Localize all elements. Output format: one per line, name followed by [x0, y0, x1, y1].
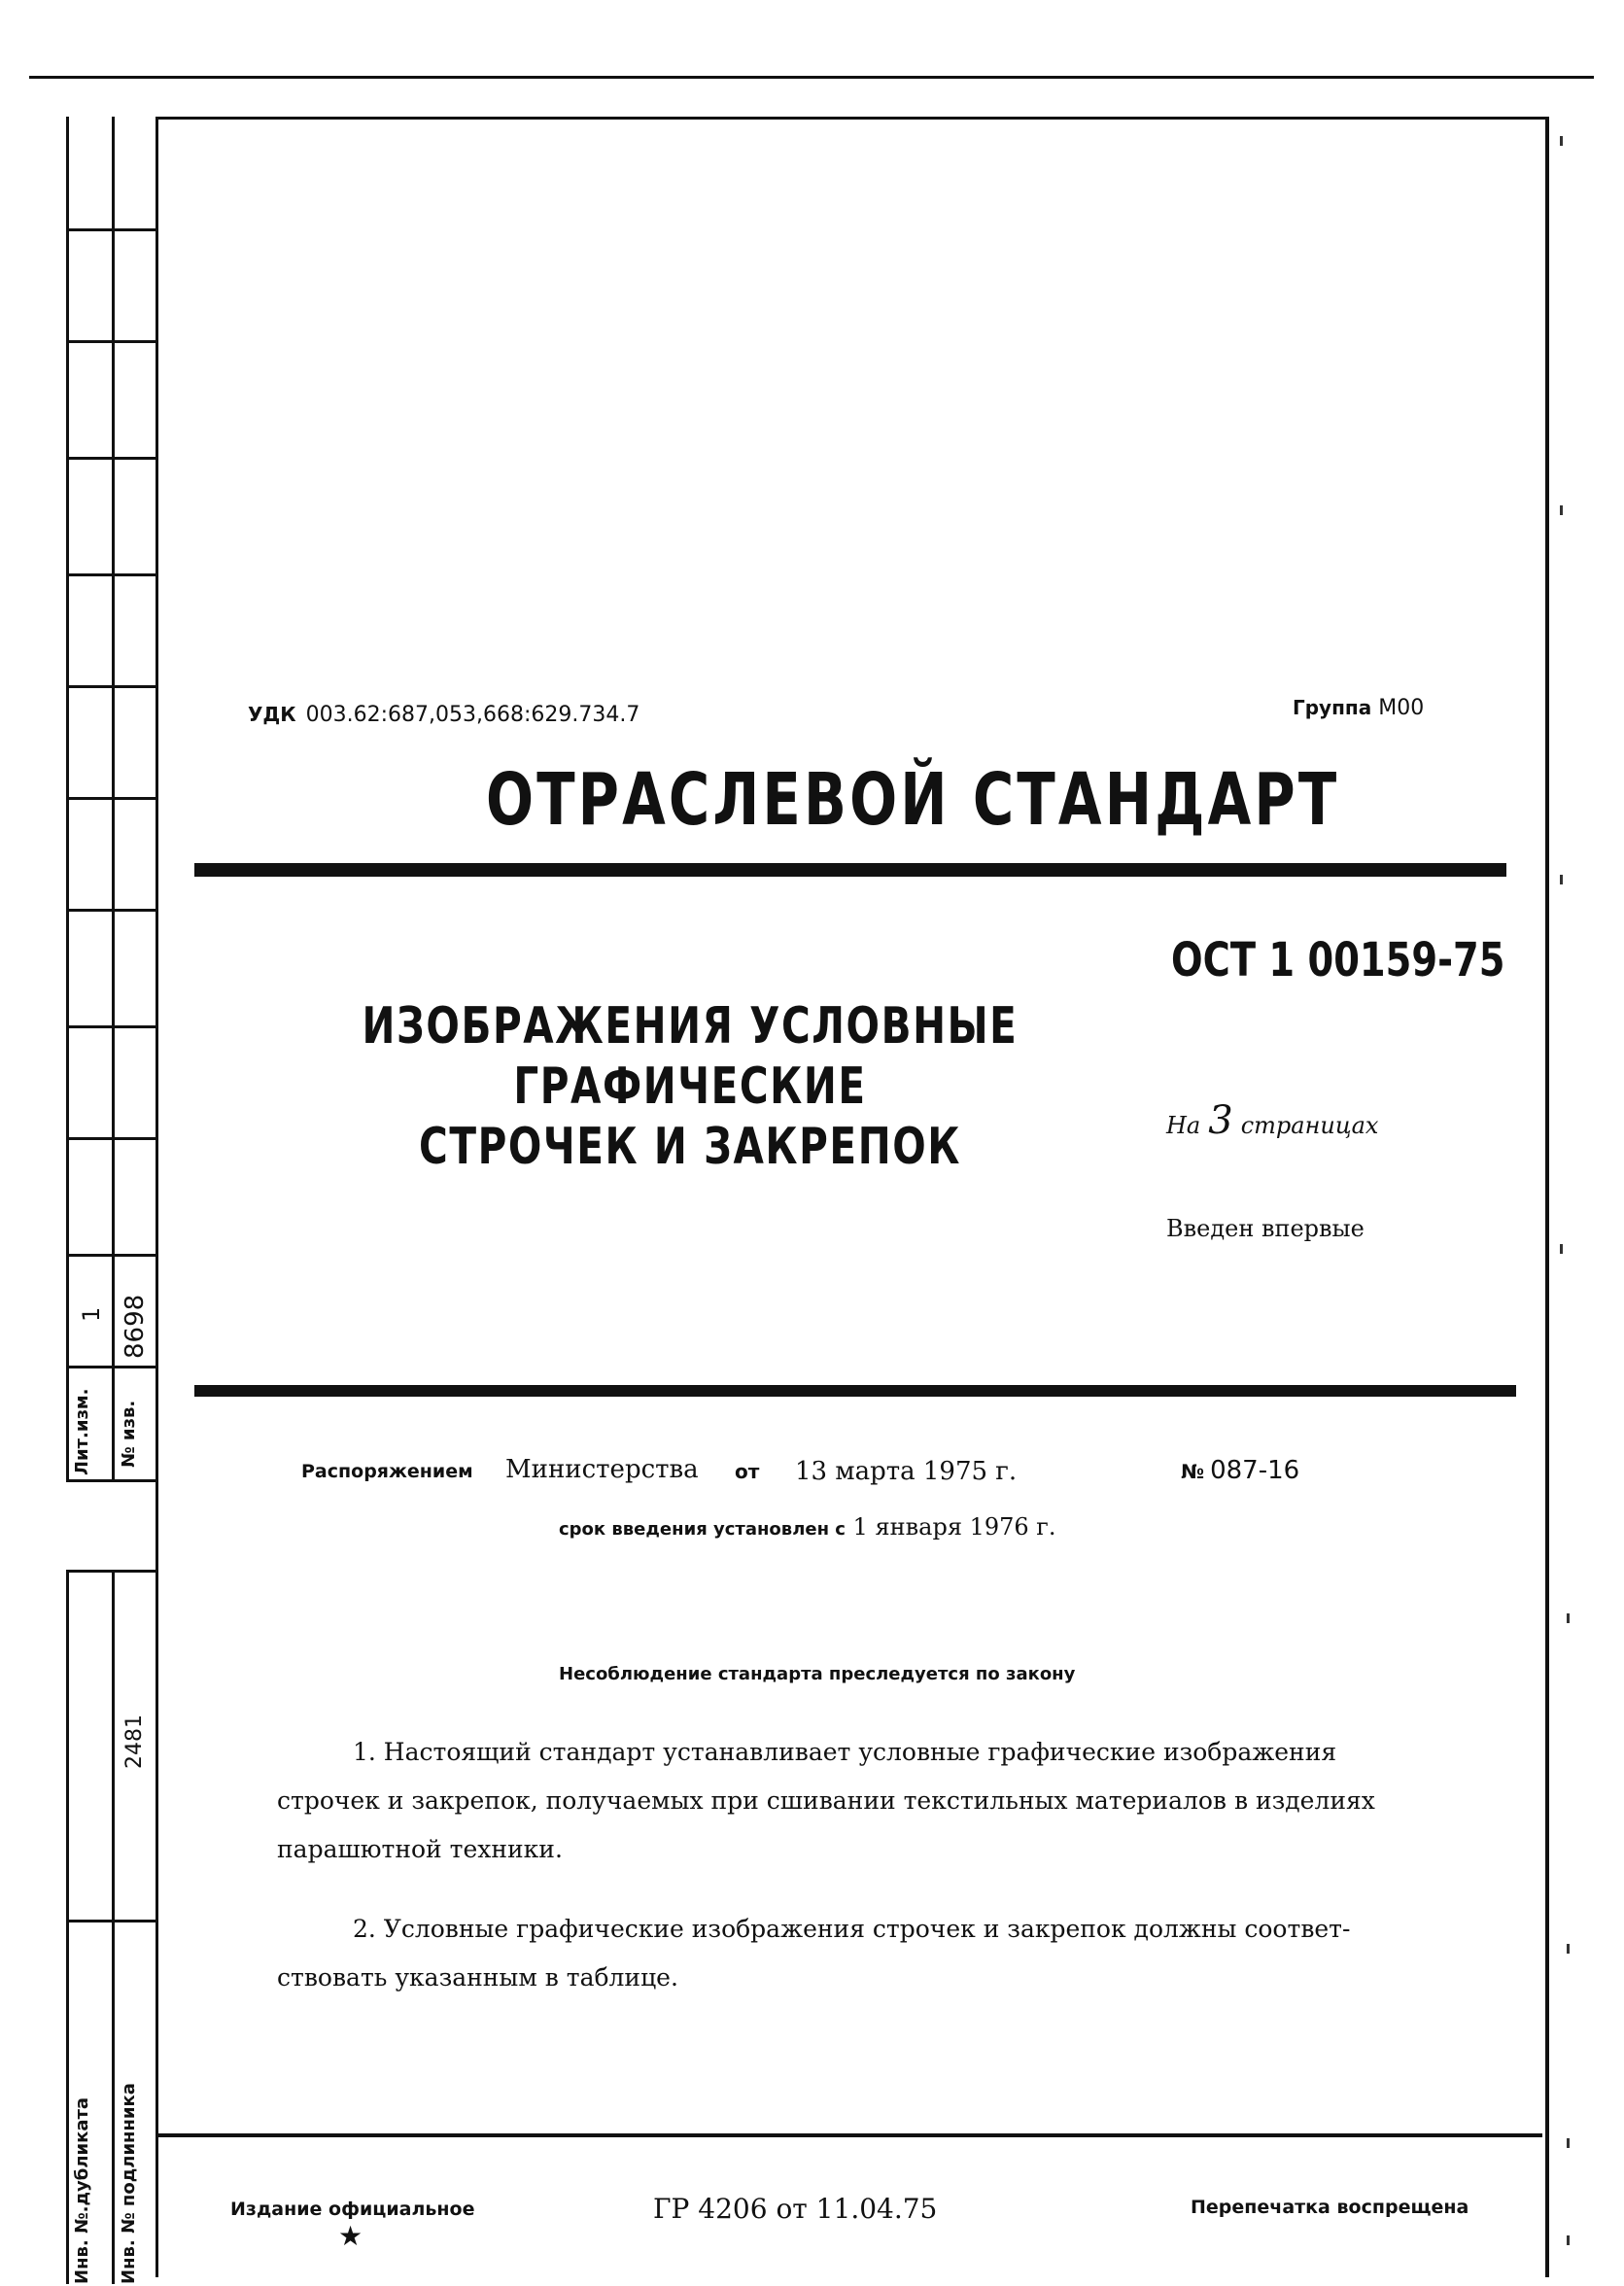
udk-label: УДК	[248, 703, 296, 726]
stamp-row-line	[66, 340, 158, 343]
stamp-row-line	[66, 1920, 158, 1922]
stamp-line	[112, 1570, 115, 2284]
introduced-note: Введен впервые	[1166, 1215, 1365, 1242]
udk-value: 003.62:687,053,668:629.734.7	[305, 703, 640, 727]
udk	[248, 700, 639, 727]
paragraph-1-line2: строчек и закрепок, получаемых при сшивании текстильных материалов в изделиях	[277, 1786, 1375, 1815]
group-value: М00	[1378, 696, 1425, 720]
stamp-orig-label: Инв. № подлинника	[119, 2083, 139, 2284]
legal-warning: Несоблюдение стандарта преследуется по закону	[559, 1664, 1076, 1684]
stamp-lit-label: Лит.изм.	[72, 1388, 92, 1475]
order-label: Распоряжением	[301, 1461, 473, 1482]
main-title: ОТРАСЛЕВОЙ СТАНДАРТ	[486, 758, 1340, 842]
document-title	[262, 996, 1118, 1177]
stamp-row-line	[66, 685, 158, 688]
pages-count	[1166, 1098, 1378, 1143]
footer-reprint-note: Перепечатка воспрещена	[1191, 2197, 1469, 2218]
group	[1293, 696, 1424, 720]
standard-code: ОСТ 1 00159-75	[1171, 933, 1505, 987]
section-separator	[194, 1385, 1516, 1397]
stamp-num-label: № изв.	[119, 1400, 139, 1468]
stamp-row-line	[66, 797, 158, 800]
paragraph-1	[277, 1728, 1487, 1874]
stamp-row-line	[66, 1366, 158, 1368]
paragraph-1-line3: парашютной техники.	[277, 1835, 563, 1863]
footer-edition: Издание официальное	[230, 2199, 475, 2220]
stamp-dup-label: Инв. №.дубликата	[72, 2096, 92, 2284]
stamp-lit-value: 1	[78, 1306, 105, 1322]
intro-date-label: срок введения установлен с	[559, 1519, 846, 1540]
order-ministry: Министерства	[505, 1455, 699, 1484]
order-from: от	[735, 1460, 760, 1483]
order-date: 13 марта 1975 г.	[795, 1457, 1018, 1486]
stamp-row-line	[66, 1025, 158, 1028]
stamp-row-line	[66, 573, 158, 576]
stamp-row-line	[66, 909, 158, 912]
stamp-row-line	[66, 1570, 158, 1573]
stamp-num-value: 8698	[121, 1294, 150, 1359]
pages-prefix: На	[1166, 1112, 1201, 1139]
footer-registration: ГР 4206 от 11.04.75	[653, 2193, 938, 2225]
order-number-label: №	[1181, 1460, 1205, 1483]
stamp-row-line	[66, 1137, 158, 1140]
stamp-row-line	[66, 228, 158, 231]
stamp-row-line	[66, 1479, 158, 1482]
paragraph-2-line1: 2. Условные графические изображения строчек и закрепок должны соответ-	[353, 1915, 1351, 1943]
pages-suffix: страницах	[1240, 1112, 1379, 1139]
group-label: Группа	[1293, 696, 1372, 719]
star-icon: ★	[338, 2220, 363, 2252]
intro-date	[559, 1513, 1056, 1541]
paragraph-2-line2: ствовать указанным в таблице.	[277, 1963, 678, 1992]
order-number	[1181, 1456, 1299, 1485]
intro-date-value: 1 января 1976 г.	[852, 1513, 1056, 1541]
top-rule	[29, 76, 1594, 79]
paragraph-1-line1: 1. Настоящий стандарт устанавливает условные графические изображения	[353, 1738, 1337, 1766]
stamp-orig-value: 2481	[122, 1714, 147, 1769]
footer-rule	[155, 2133, 1542, 2137]
stamp-row-line	[66, 1254, 158, 1257]
order-number-value: 087-16	[1210, 1456, 1300, 1485]
stamp-row-line	[66, 457, 158, 460]
document-title-line1: ИЗОБРАЖЕНИЯ УСЛОВНЫЕ ГРАФИЧЕСКИЕ	[362, 997, 1019, 1116]
document-title-line2: СТРОЧЕК И ЗАКРЕПОК	[419, 1118, 961, 1176]
stamp-line	[66, 1570, 69, 2284]
title-separator	[194, 863, 1506, 877]
paragraph-2	[277, 1905, 1487, 2002]
pages-number: 3	[1208, 1098, 1233, 1143]
